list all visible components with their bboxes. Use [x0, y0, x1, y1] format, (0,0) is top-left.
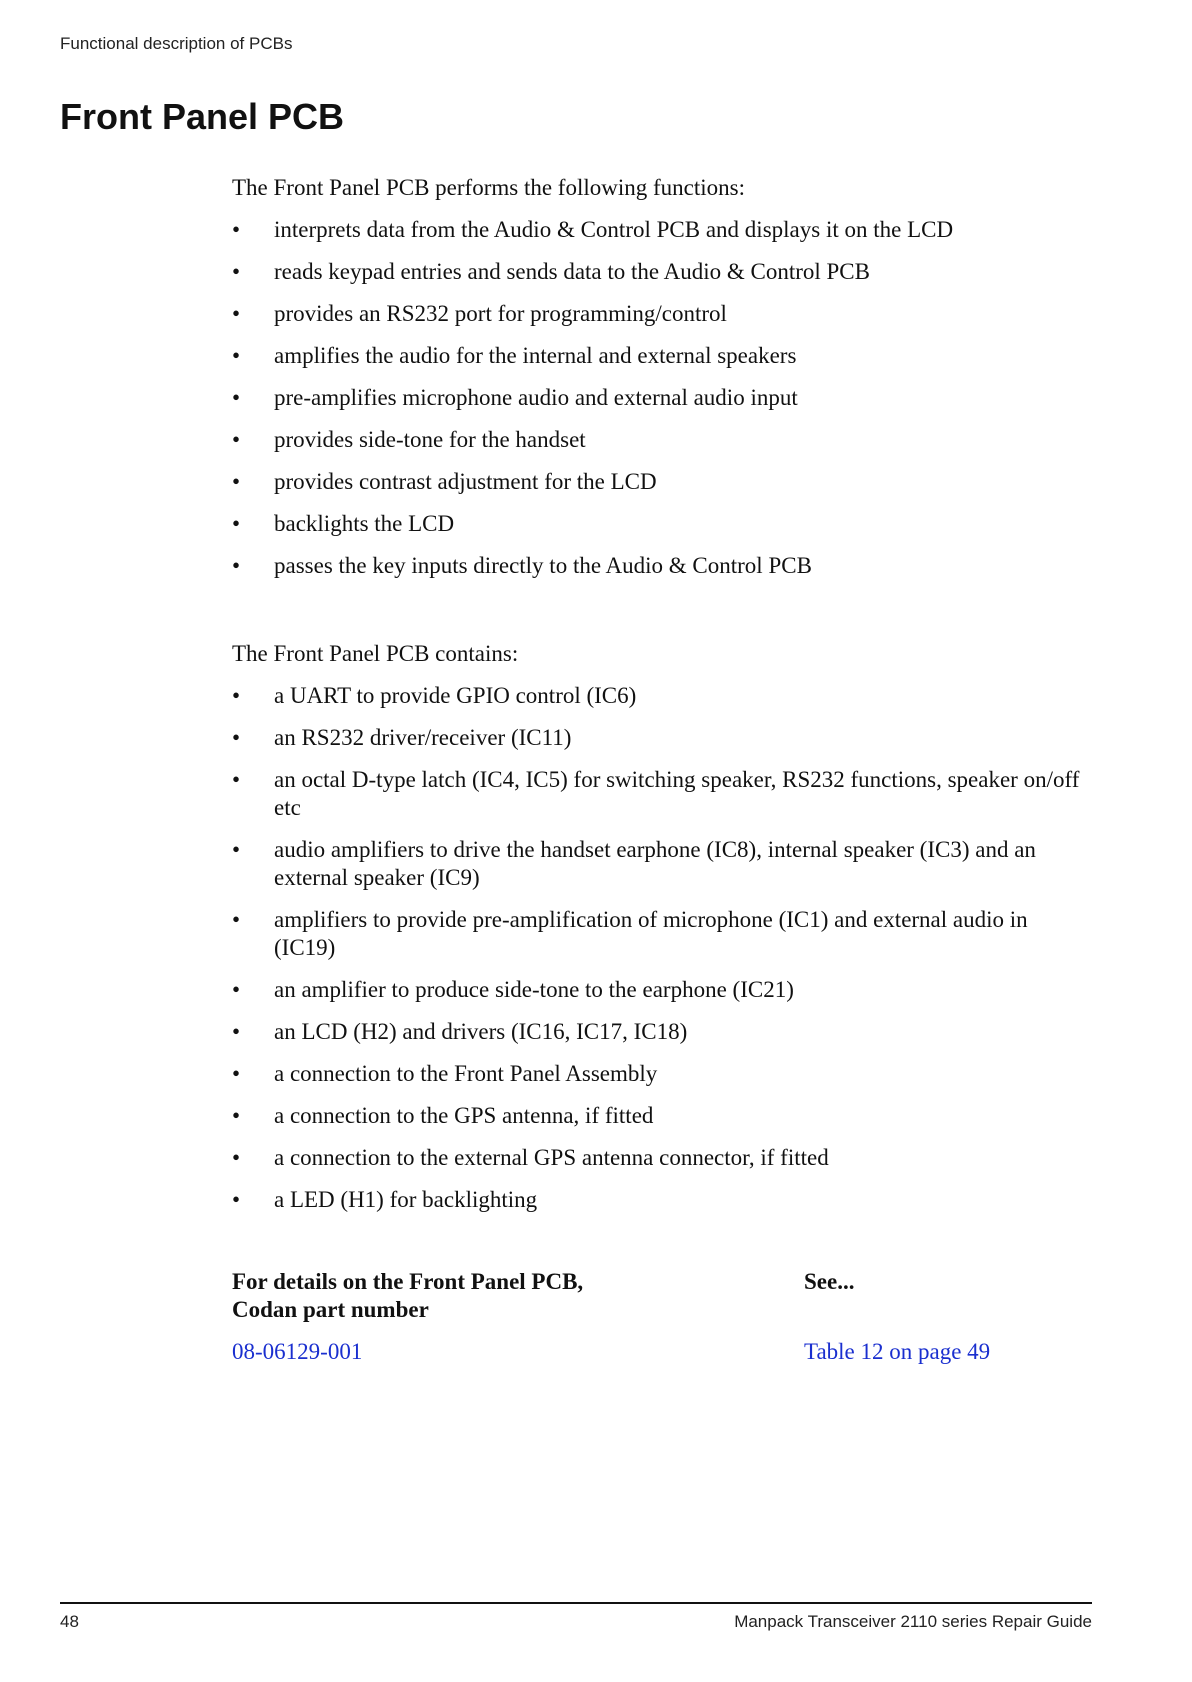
list-item: [232, 1018, 1092, 1046]
bullet-icon: •: [232, 469, 241, 494]
part-number-link[interactable]: 08-06129-001: [232, 1339, 363, 1364]
list-item: [232, 510, 1092, 538]
details-header-right: See...: [804, 1269, 855, 1294]
list-item: [232, 342, 1092, 370]
details-header-row: [232, 1268, 1092, 1324]
running-header: Functional description of PCBs: [60, 34, 293, 53]
list-item-text: an LCD (H2) and drivers (IC16, IC17, IC18): [274, 1019, 688, 1044]
contents-section: [232, 640, 1092, 1214]
guide-title: Manpack Transceiver 2110 series Repair Guide: [734, 1612, 1092, 1631]
list-item-text: a LED (H1) for backlighting: [274, 1187, 538, 1212]
bullet-icon: •: [232, 511, 241, 536]
list-item: [232, 836, 1092, 892]
bullet-icon: •: [232, 977, 241, 1002]
footer-rule: [60, 1602, 1092, 1604]
list-item-text: audio amplifiers to drive the handset earphone (IC8), internal speaker (IC3) and an external speaker (IC9): [274, 837, 1036, 890]
list-item-text: an octal D-type latch (IC4, IC5) for switching speaker, RS232 functions, speaker on/off etc: [274, 767, 1080, 820]
list-item-text: pre-amplifies microphone audio and external audio input: [274, 385, 798, 410]
list-item-text: amplifies the audio for the internal and external speakers: [274, 343, 797, 368]
bullet-icon: •: [232, 683, 241, 708]
bullet-icon: •: [232, 1061, 241, 1086]
bullet-icon: •: [232, 385, 241, 410]
list-item: [232, 1102, 1092, 1130]
list-item: [232, 906, 1092, 962]
list-item-text: provides contrast adjustment for the LCD: [274, 469, 657, 494]
bullet-icon: •: [232, 343, 241, 368]
list-item: [232, 1144, 1092, 1172]
list-item-text: an RS232 driver/receiver (IC11): [274, 725, 572, 750]
bullet-icon: •: [232, 427, 241, 452]
list-item: [232, 976, 1092, 1004]
bullet-icon: •: [232, 217, 241, 242]
contents-intro: The Front Panel PCB contains:: [232, 641, 519, 666]
bullet-icon: •: [232, 553, 241, 578]
list-item: [232, 682, 1092, 710]
table-reference-link[interactable]: Table 12 on page 49: [804, 1339, 991, 1364]
page-title: Front Panel PCB: [60, 96, 345, 137]
list-item-text: provides an RS232 port for programming/control: [274, 301, 727, 326]
list-item-text: passes the key inputs directly to the Audio & Control PCB: [274, 553, 812, 578]
list-item-text: interprets data from the Audio & Control PCB and displays it on the LCD: [274, 217, 954, 242]
list-item-text: backlights the LCD: [274, 511, 455, 536]
list-item: [232, 766, 1092, 822]
list-item: [232, 552, 1092, 580]
list-item: [232, 1186, 1092, 1214]
details-header-left: [232, 1268, 804, 1324]
details-header-left-line1: For details on the Front Panel PCB,: [232, 1269, 584, 1294]
bullet-icon: •: [232, 767, 241, 792]
bullet-icon: •: [232, 259, 241, 284]
list-item: [232, 426, 1092, 454]
list-item: [232, 1060, 1092, 1088]
functions-intro: The Front Panel PCB performs the following functions:: [232, 175, 745, 200]
details-data-row: [232, 1338, 1092, 1366]
bullet-icon: •: [232, 1187, 241, 1212]
list-item: [232, 300, 1092, 328]
details-table: [232, 1268, 1092, 1366]
list-item-text: a connection to the Front Panel Assembly: [274, 1061, 658, 1086]
bullet-icon: •: [232, 907, 241, 932]
list-item-text: a connection to the GPS antenna, if fitted: [274, 1103, 654, 1128]
list-item-text: reads keypad entries and sends data to the Audio & Control PCB: [274, 259, 870, 284]
bullet-icon: •: [232, 837, 241, 862]
details-header-left-line2: Codan part number: [232, 1297, 429, 1322]
bullet-icon: •: [232, 1019, 241, 1044]
page-number: 48: [60, 1612, 79, 1631]
list-item: [232, 724, 1092, 752]
contents-list: [232, 682, 1092, 1214]
bullet-icon: •: [232, 725, 241, 750]
list-item-text: provides side-tone for the handset: [274, 427, 586, 452]
functions-section: [232, 174, 1092, 580]
list-item: [232, 258, 1092, 286]
bullet-icon: •: [232, 1103, 241, 1128]
list-item-text: an amplifier to produce side-tone to the earphone (IC21): [274, 977, 794, 1002]
list-item: [232, 468, 1092, 496]
list-item-text: amplifiers to provide pre-amplification of microphone (IC1) and external audio in (IC19): [274, 907, 1028, 960]
list-item: [232, 216, 1092, 244]
list-item: [232, 384, 1092, 412]
functions-list: [232, 216, 1092, 580]
list-item-text: a connection to the external GPS antenna connector, if fitted: [274, 1145, 829, 1170]
bullet-icon: •: [232, 301, 241, 326]
list-item-text: a UART to provide GPIO control (IC6): [274, 683, 637, 708]
bullet-icon: •: [232, 1145, 241, 1170]
